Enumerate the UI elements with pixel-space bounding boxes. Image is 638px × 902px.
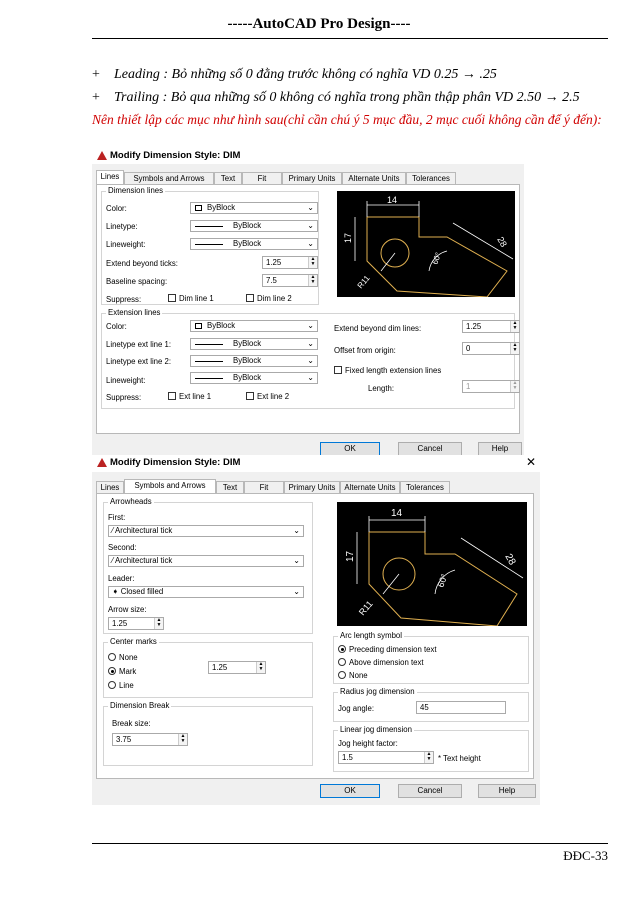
arc-none-radio[interactable]: None bbox=[338, 671, 368, 680]
arrow-icon: → bbox=[544, 90, 559, 105]
dialog-title: Modify Dimension Style: DIM bbox=[110, 457, 241, 468]
arrow-size-input[interactable]: 1.25 ▲ ▼ bbox=[108, 617, 164, 630]
radius-jog-group bbox=[333, 687, 529, 722]
chevron-down-icon: ⌄ bbox=[307, 321, 314, 330]
break-size-input[interactable]: 3.75 ▲ ▼ bbox=[112, 733, 188, 746]
arc-preceding-radio[interactable]: Preceding dimension text bbox=[338, 645, 437, 654]
ext-lineweight-label: Lineweight: bbox=[106, 376, 146, 385]
second-label: Second: bbox=[108, 543, 137, 552]
chevron-down-icon: ⌄ bbox=[307, 356, 314, 365]
ext-linetype1-select[interactable]: ByBlock ⌄ bbox=[190, 338, 318, 350]
extend-ticks-input[interactable]: 1.25 ▲ ▼ bbox=[262, 256, 318, 269]
spinner-arrows-icon[interactable]: ▲ ▼ bbox=[510, 381, 519, 392]
group-label: Dimension Break bbox=[110, 701, 170, 710]
extend-ticks-label: Extend beyond ticks: bbox=[106, 259, 178, 268]
second-arrow-select[interactable]: ⁄ Architectural tick ⌄ bbox=[108, 555, 304, 567]
tab-text[interactable]: Text bbox=[214, 172, 242, 184]
ok-button[interactable]: OK bbox=[320, 784, 380, 798]
line-sample bbox=[195, 361, 223, 362]
bullet-leading bbox=[92, 67, 497, 83]
help-button[interactable]: Help bbox=[478, 784, 536, 798]
tab-symbols-arrows[interactable]: Symbols and Arrows bbox=[124, 479, 216, 493]
baseline-spacing-input[interactable]: 7.5 ▲ ▼ bbox=[262, 274, 318, 287]
arrow-size-label: Arrow size: bbox=[108, 605, 147, 614]
title-divider bbox=[92, 38, 608, 39]
page-title: -----AutoCAD Pro Design---- bbox=[227, 16, 411, 32]
preview-pane bbox=[337, 191, 515, 297]
color-label: Color: bbox=[106, 204, 127, 213]
ext-line-1-checkbox[interactable]: Ext line 1 bbox=[168, 392, 211, 401]
first-label: First: bbox=[108, 513, 126, 522]
chevron-down-icon: ⌄ bbox=[307, 239, 314, 248]
arrow-icon: → bbox=[461, 67, 476, 82]
tab-fit[interactable]: Fit bbox=[242, 172, 282, 184]
color-swatch bbox=[195, 323, 202, 329]
center-marks-group bbox=[103, 637, 313, 698]
text-height-suffix: * Text height bbox=[438, 754, 481, 763]
jog-angle-label: Jog angle: bbox=[338, 704, 374, 713]
tab-symbols-arrows[interactable]: Symbols and Arrows bbox=[124, 172, 214, 184]
group-label: Linear jog dimension bbox=[340, 725, 412, 734]
bullet-mark: + bbox=[92, 67, 100, 82]
extension-lines-group bbox=[101, 308, 518, 409]
jog-height-input[interactable]: 1.5 ▲ ▼ bbox=[338, 751, 434, 764]
arrowheads-group bbox=[103, 497, 313, 634]
spinner-arrows-icon[interactable]: ▲ ▼ bbox=[308, 275, 317, 286]
offset-origin-input[interactable]: 0 ▲ ▼ bbox=[462, 342, 520, 355]
arc-length-group bbox=[333, 631, 529, 684]
spinner-arrows-icon[interactable]: ▲ ▼ bbox=[510, 321, 519, 332]
dim-line-1-checkbox[interactable]: Dim line 1 bbox=[168, 294, 214, 303]
center-none-radio[interactable]: None bbox=[108, 653, 138, 662]
bullet-text: Leading : Bỏ những số 0 đằng trước không có nghĩa VD 0.25 bbox=[114, 67, 462, 82]
group-label: Extension lines bbox=[108, 308, 161, 317]
cancel-button[interactable]: Cancel bbox=[398, 442, 462, 456]
autocad-app-icon bbox=[97, 151, 107, 160]
bullet-result: 2.5 bbox=[558, 90, 580, 105]
tab-primary-units[interactable]: Primary Units bbox=[282, 172, 342, 184]
chevron-down-icon: ⌄ bbox=[307, 373, 314, 382]
dim-28-label: 28 bbox=[495, 235, 509, 249]
dialog-lines bbox=[92, 148, 524, 456]
color-swatch bbox=[195, 205, 202, 211]
ext-line-2-checkbox[interactable]: Ext line 2 bbox=[246, 392, 289, 401]
preview-pane bbox=[337, 502, 527, 626]
jog-height-label: Jog height factor: bbox=[338, 739, 398, 748]
bullet-text: Trailing : Bỏ qua những số 0 không có nghĩa trong phần thập phân VD 2.50 bbox=[114, 90, 545, 105]
autocad-app-icon bbox=[97, 458, 107, 467]
dimension-preview-drawing bbox=[337, 191, 515, 297]
line-sample bbox=[195, 344, 223, 345]
tab-text[interactable]: Text bbox=[216, 481, 244, 493]
chevron-down-icon: ⌄ bbox=[293, 556, 300, 565]
ext-lt2-label: Linetype ext line 2: bbox=[106, 357, 172, 366]
leader-arrow-select[interactable]: ➧ Closed filled ⌄ bbox=[108, 586, 304, 598]
group-label: Radius jog dimension bbox=[340, 687, 415, 696]
spinner-arrows-icon[interactable]: ▲ ▼ bbox=[510, 343, 519, 354]
leader-label: Leader: bbox=[108, 574, 135, 583]
close-icon[interactable]: ✕ bbox=[525, 455, 536, 469]
instruction-note: Nên thiết lập các mục như hình sau(chỉ cần chú ý 5 mục đầu, 2 mục cuối không cần để ý đến): bbox=[92, 112, 602, 127]
lineweight-label: Lineweight: bbox=[106, 240, 146, 249]
line-sample bbox=[195, 378, 223, 379]
cancel-button[interactable]: Cancel bbox=[398, 784, 462, 798]
line-sample bbox=[195, 244, 223, 245]
dimension-preview-drawing bbox=[337, 502, 527, 626]
dialog-symbols-arrows bbox=[92, 455, 540, 805]
suppress-label: Suppress: bbox=[106, 295, 142, 304]
dim-angle-label: 60° bbox=[435, 572, 450, 589]
tab-fit[interactable]: Fit bbox=[244, 481, 284, 493]
extend-beyond-input[interactable]: 1.25 ▲ ▼ bbox=[462, 320, 520, 333]
dialog-titlebar bbox=[92, 148, 524, 164]
group-label: Arc length symbol bbox=[340, 631, 402, 640]
tab-panel bbox=[96, 493, 534, 779]
center-mark-size-input[interactable]: 1.25 ▲ ▼ bbox=[208, 661, 266, 674]
length-input[interactable]: 1 ▲ ▼ bbox=[462, 380, 520, 393]
dim-14-label: 14 bbox=[391, 508, 403, 519]
dialog-titlebar bbox=[92, 455, 540, 472]
dim-lineweight-select[interactable]: ByBlock ⌄ bbox=[190, 238, 318, 250]
extend-beyond-label: Extend beyond dim lines: bbox=[334, 324, 422, 333]
ext-color-select[interactable]: ByBlock ⌄ bbox=[190, 320, 318, 332]
spinner-arrows-icon[interactable]: ▲ ▼ bbox=[256, 662, 265, 673]
chevron-down-icon: ⌄ bbox=[293, 587, 300, 596]
arc-above-radio[interactable]: Above dimension text bbox=[338, 658, 424, 667]
linear-jog-group bbox=[333, 725, 529, 772]
tab-alternate-units[interactable]: Alternate Units bbox=[340, 481, 400, 493]
page-number: ĐĐC-33 bbox=[563, 848, 608, 863]
dimension-lines-group bbox=[101, 186, 319, 305]
ext-color-label: Color: bbox=[106, 322, 127, 331]
help-button[interactable]: Help bbox=[478, 442, 522, 456]
dialog-title: Modify Dimension Style: DIM bbox=[110, 150, 241, 161]
chevron-down-icon: ⌄ bbox=[307, 203, 314, 212]
spinner-arrows-icon[interactable]: ▲ ▼ bbox=[178, 734, 187, 745]
dim-color-select[interactable]: ByBlock ⌄ bbox=[190, 202, 318, 214]
dim-line-2-checkbox[interactable]: Dim line 2 bbox=[246, 294, 292, 303]
center-line-radio[interactable]: Line bbox=[108, 681, 134, 690]
dimension-break-group bbox=[103, 701, 313, 766]
tab-panel bbox=[96, 184, 520, 434]
tab-alternate-units[interactable]: Alternate Units bbox=[342, 172, 406, 184]
bullet-result: .25 bbox=[475, 67, 497, 82]
fixed-length-checkbox[interactable]: Fixed length extension lines bbox=[334, 366, 441, 375]
dim-radius-label: R11 bbox=[356, 598, 375, 618]
tab-lines[interactable]: Lines bbox=[96, 481, 124, 493]
ext-lt1-label: Linetype ext line 1: bbox=[106, 340, 172, 349]
linetype-label: Linetype: bbox=[106, 222, 138, 231]
footer-divider bbox=[92, 843, 608, 844]
ext-linetype2-select[interactable]: ByBlock ⌄ bbox=[190, 355, 318, 367]
group-label: Dimension lines bbox=[108, 186, 164, 195]
dim-14-label: 14 bbox=[387, 195, 398, 205]
offset-origin-label: Offset from origin: bbox=[334, 346, 396, 355]
group-label: Arrowheads bbox=[110, 497, 152, 506]
jog-angle-input[interactable]: 45 bbox=[416, 701, 506, 714]
tab-lines[interactable]: Lines bbox=[96, 170, 124, 184]
bullet-mark: + bbox=[92, 90, 100, 105]
chevron-down-icon: ⌄ bbox=[307, 221, 314, 230]
tab-primary-units[interactable]: Primary Units bbox=[284, 481, 340, 493]
break-size-label: Break size: bbox=[112, 719, 151, 728]
tab-tolerances[interactable]: Tolerances bbox=[400, 481, 450, 493]
ext-suppress-label: Suppress: bbox=[106, 393, 142, 402]
spinner-arrows-icon[interactable]: ▲ ▼ bbox=[154, 618, 163, 629]
first-arrow-select[interactable]: ⁄ Architectural tick ⌄ bbox=[108, 525, 304, 537]
dim-radius-label: R11 bbox=[355, 273, 372, 291]
ext-lineweight-select[interactable]: ByBlock ⌄ bbox=[190, 372, 318, 384]
chevron-down-icon: ⌄ bbox=[293, 526, 300, 535]
center-mark-radio[interactable]: Mark bbox=[108, 667, 136, 676]
ok-button[interactable]: OK bbox=[320, 442, 380, 456]
dim-linetype-select[interactable]: ByBlock ⌄ bbox=[190, 220, 318, 232]
line-sample bbox=[195, 226, 223, 227]
length-label: Length: bbox=[368, 384, 395, 393]
baseline-label: Baseline spacing: bbox=[106, 277, 168, 286]
spinner-arrows-icon[interactable]: ▲ ▼ bbox=[308, 257, 317, 268]
dim-28-label: 28 bbox=[502, 552, 518, 568]
tab-tolerances[interactable]: Tolerances bbox=[406, 172, 456, 184]
spinner-arrows-icon[interactable]: ▲ ▼ bbox=[424, 752, 433, 763]
bullet-trailing bbox=[92, 90, 580, 106]
dim-angle-label: 60° bbox=[430, 251, 444, 266]
dim-17-label: 17 bbox=[345, 550, 356, 562]
dim-17-label: 17 bbox=[343, 232, 353, 243]
group-label: Center marks bbox=[110, 637, 157, 646]
chevron-down-icon: ⌄ bbox=[307, 339, 314, 348]
